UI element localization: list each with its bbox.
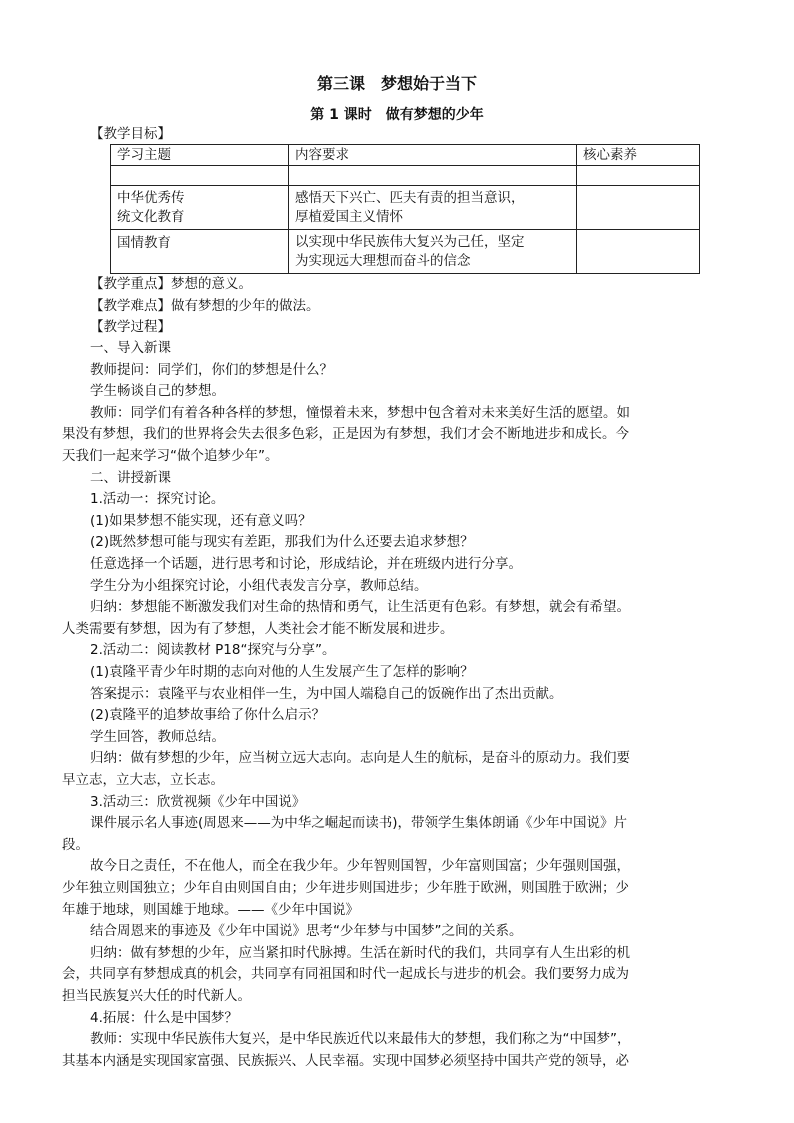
table-cell-core [577, 230, 700, 274]
body-line: 段。 [62, 836, 89, 853]
key-point-text: 梦想的意义。 [171, 276, 252, 292]
cell-line: 感悟天下兴亡、匹夫有责的担当意识， [295, 189, 525, 206]
body-line: 课件展示名人事迹(周恩来——为中华之崛起而读书)，带领学生集体朗诵《少年中国说》片 [90, 815, 628, 832]
header-theme: 学习主题 [111, 145, 289, 166]
body-line: 教师提问：同学们，你们的梦想是什么？ [90, 361, 333, 378]
body-line: (2)袁隆平的追梦故事给了你什么启示？ [90, 707, 326, 724]
cell-line: 中华优秀传 [117, 189, 185, 206]
table-cell-core [577, 186, 700, 230]
table-cell-content [289, 186, 577, 230]
body-line: 人类需要有梦想，因为有了梦想，人类社会才能不断发展和进步。 [62, 620, 454, 637]
body-line: 故今日之责任，不在他人，而全在我少年。少年智则国智，少年富则国富；少年强则国强， [90, 858, 630, 875]
empty-cell [289, 166, 577, 186]
cell-line: 国情教育 [117, 235, 171, 251]
table-cell-theme [111, 186, 289, 230]
cell-line: 统文化教育 [117, 208, 185, 225]
body-line: 果没有梦想，我们的世界将会失去很多色彩，正是因为有梦想，我们才会不断地进步和成长。今 [62, 426, 629, 443]
difficulty [90, 297, 320, 315]
body-line: (1)如果梦想不能实现，还有意义吗？ [90, 512, 312, 529]
body-line: 1.活动一：探究讨论。 [90, 491, 225, 508]
difficulty-label: 【教学难点】 [90, 298, 171, 314]
body-line: 结合周恩来的事迹及《少年中国说》思考“少年梦与中国梦”之间的关系。 [90, 923, 523, 940]
body-line: 学生畅谈自己的梦想。 [90, 383, 225, 400]
goals-table [110, 144, 700, 274]
body-line: 二、讲授新课 [90, 469, 171, 486]
body-line: 归纳：做有梦想的少年，应当紧扣时代脉搏。生活在新时代的我们，共同享有人生出彩的机 [90, 944, 630, 961]
body-line: 年雄于地球，则国雄于地球。——《少年中国说》 [62, 901, 359, 918]
body-line: 少年独立则国独立；少年自由则国自由；少年进步则国进步；少年胜于欧洲，则国胜于欧洲；少 [62, 880, 629, 896]
empty-cell [111, 166, 289, 186]
body-line: 教师：实现中华民族伟大复兴，是中华民族近代以来最伟大的梦想，我们称之为“中国梦”， [90, 1031, 631, 1048]
body-line: 4.拓展：什么是中国梦？ [90, 1009, 238, 1026]
body-line: 学生分为小组探究讨论，小组代表发言分享，教师总结。 [90, 577, 428, 594]
body-line: (2)既然梦想可能与现实有差距，那我们为什么还要去追求梦想？ [90, 534, 474, 551]
difficulty-text: 做有梦想的少年的做法。 [171, 298, 320, 314]
lesson-subtitle: 第 1 课时 做有梦想的少年 [310, 107, 484, 123]
body-line: 早立志，立大志，立长志。 [62, 772, 224, 788]
header-core: 核心素养 [577, 145, 700, 166]
body-line: 2.活动二：阅读教材 P18“探究与分享”。 [90, 642, 336, 659]
body-line: 任意选择一个话题，进行思考和讨论，形成结论，并在班级内进行分享。 [90, 556, 522, 572]
body-line: 学生回答，教师总结。 [90, 728, 225, 745]
header-content: 内容要求 [289, 145, 577, 166]
empty-cell [577, 166, 700, 186]
body-line: 归纳：梦想能不断激发我们对生命的热情和勇气，让生活更有色彩。有梦想，就会有希望。 [90, 599, 630, 616]
body-line: 担当民族复兴大任的时代新人。 [62, 988, 251, 1004]
key-point [90, 275, 252, 293]
body-line: 教师：同学们有着各种各样的梦想，憧憬着未来，梦想中包含着对未来美好生活的愿望。如 [90, 404, 630, 421]
body-line: 一、导入新课 [90, 340, 171, 356]
body-line: (1)袁隆平青少年时期的志向对他的人生发展产生了怎样的影响？ [90, 664, 474, 680]
body-line: 答案提示：袁隆平与农业相伴一生，为中国人端稳自己的饭碗作出了杰出贡献。 [90, 685, 563, 702]
table-cell-content [289, 230, 577, 274]
table-cell-theme [111, 230, 289, 274]
body-line: 会，共同享有梦想成真的机会，共同享有同祖国和时代一起成长与进步的机会。我们要努力成为 [62, 966, 629, 983]
cell-line: 以实现中华民族伟大复兴为己任，坚定 [295, 233, 525, 250]
goals-label: 【教学目标】 [90, 126, 171, 142]
cell-line: 厚植爱国主义情怀 [295, 208, 403, 225]
body-line: 归纳：做有梦想的少年，应当树立远大志向。志向是人生的航标，是奋斗的原动力。我们要 [90, 750, 630, 767]
body-line: 天我们一起来学习“做个追梦少年”。 [62, 448, 279, 464]
process-label: 【教学过程】 [90, 319, 171, 335]
body-line: 3.活动三：欣赏视频《少年中国说》 [90, 793, 306, 810]
body-line: 其基本内涵是实现国家富强、民族振兴、人民幸福。实现中国梦必须坚持中国共产党的领导，必 [62, 1052, 629, 1069]
lesson-title: 第三课 梦想始于当下 [316, 74, 477, 93]
cell-line: 为实现远大理想而奋斗的信念 [295, 252, 471, 269]
key-point-label: 【教学重点】 [90, 276, 171, 292]
